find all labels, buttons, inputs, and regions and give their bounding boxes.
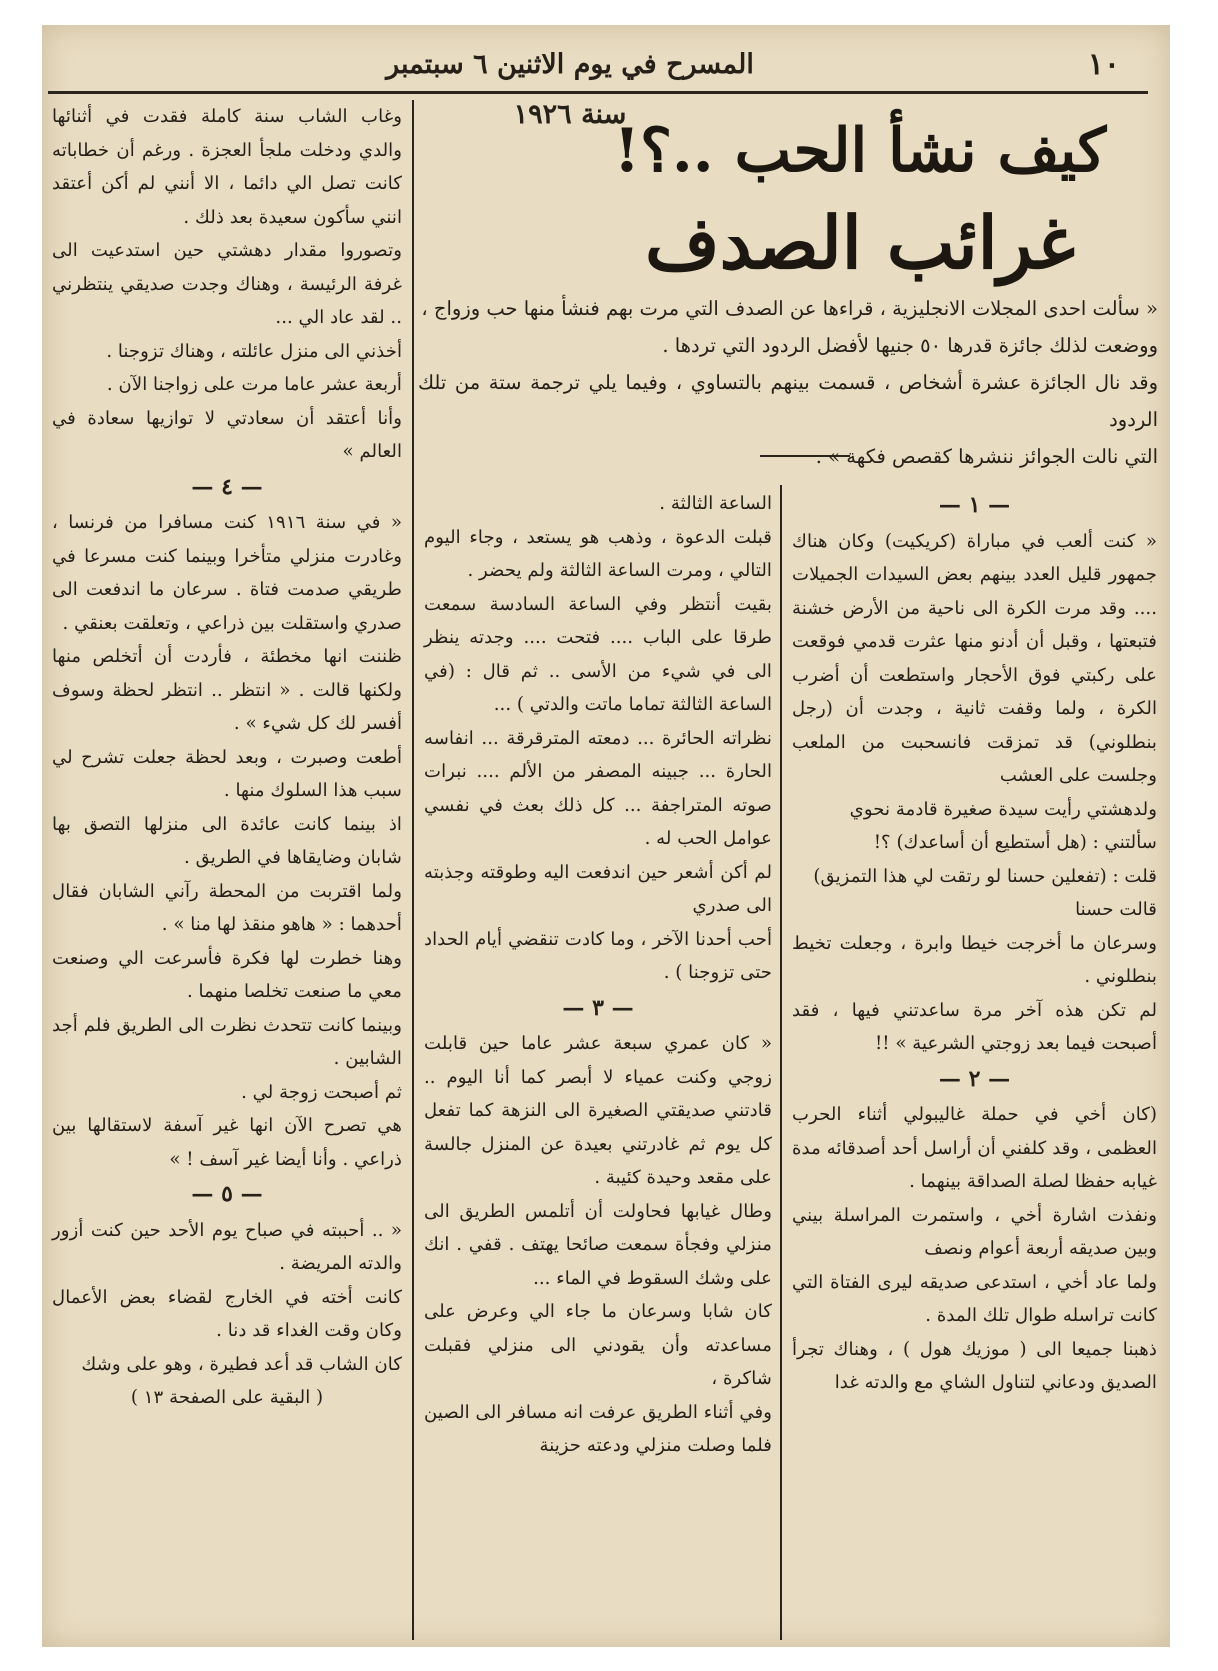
intro-line: ووضعت لذلك جائزة قدرها ٥٠ جنيها لأفضل الردود التي تردها .: [662, 334, 1158, 357]
paragraph: قبلت الدعوة ، وذهب هو يستعد ، وجاء اليوم التالي ، ومرت الساعة الثالثة ولم يحضر .: [424, 526, 772, 581]
paragraph: ظننت انها مخطئة ، فأردت أن أتخلص منها ولكنها قالت . « انتظر .. انتظر لحظة وسوف أفسر لك كل شيء » .: [52, 646, 402, 734]
paragraph: وفي أثناء الطريق عرفت انه مسافر الى الصين فلما وصلت منزلي ودعته حزينة: [424, 1401, 772, 1456]
masthead-rule: [48, 91, 1148, 94]
middle-column: [424, 487, 772, 1463]
paragraph: ولدهشتي رأيت سيدة صغيرة قادمة نحوي: [849, 798, 1157, 820]
story-number: — ١ —: [938, 492, 1011, 518]
paragraph: اذ بينما كانت عائدة الى منزلها التصق بها شابان وضايقاها في الطريق .: [52, 813, 402, 868]
headline-main: كيف نشأ الحب ..؟!: [613, 116, 1107, 186]
masthead-title: المسرح في يوم الاثنين ٦ سبتمبر سنة ١٩٢٦: [386, 49, 754, 130]
paragraph: هي تصرح الآن انها غير آسفة لاستقالها بين ذراعي . وأنا أيضا غير آسف ! »: [52, 1115, 402, 1170]
paragraph: وطال غيابها فحاولت أن أتلمس الطريق الى منزلي وفجأة سمعت صائحا يهتف . قفي . انك على وشك السقوط في الماء ...: [424, 1200, 772, 1289]
paragraph: أحب أحدنا الآخر ، وما كادت تنقضي أيام الحداد حتى تزوجنا ) .: [424, 928, 772, 983]
paragraph: أربعة عشر عاما مرت على زواجنا الآن .: [106, 374, 402, 395]
paragraph: وأنا أعتقد أن سعادتي لا توازيها سعادة في العالم »: [52, 407, 402, 462]
paragraph: قالت حسنا: [1075, 899, 1157, 920]
paragraph: بقيت أنتظر وفي الساعة السادسة سمعت طرقا على الباب .... فتحت .... وجدته ينظر الى في شيء من الأسى .. ثم قال : (في الساعة الثالثة تماما ماتت والدتي ) ...: [424, 593, 772, 715]
paragraph: وبينما كانت تتحدث نظرت الى الطريق فلم أجد الشابين .: [52, 1014, 402, 1069]
paragraph: ولما اقتربت من المحطة رآني الشابان فقال أحدهما : « هاهو منقذ لها منا » .: [52, 880, 402, 935]
right-column: [792, 487, 1157, 1400]
story-number: — ٢ —: [938, 1065, 1011, 1092]
paragraph: وسرعان ما أخرجت خيطا وابرة ، وجعلت تخيط بنطلوني .: [792, 932, 1157, 987]
continuation-note: ( البقية على الصفحة ١٣ ): [130, 1387, 324, 1408]
paragraph: كانت أخته في الخارج لقضاء بعض الأعمال وكان وقت الغداء قد دنا .: [52, 1286, 402, 1341]
paragraph: وهنا خطرت لها فكرة فأسرعت الي وصنعت معي ما صنعت تخلصا منهما .: [52, 947, 402, 1002]
column-divider-left: [412, 100, 414, 1640]
paragraph: ثم أصبحت زوجة لي .: [241, 1081, 402, 1103]
left-column: [52, 100, 402, 1415]
story-number: — ٤ —: [191, 473, 263, 500]
paragraph: لم أكن أشعر حين اندفعت اليه وطوقته وجذبته الى صدري: [424, 861, 772, 916]
paragraph: سألتني : (هل أستطيع أن أساعدك) ؟!: [873, 832, 1157, 853]
paragraph: « كنت ألعب في مباراة (كريكيت) وكان هناك جمهور قليل العدد بينهم بعض السيدات الجميلات .... وقد مرت الكرة الى ناحية من الأرض خشنة فتبعتها ، وقبل أن أدنو منها عثرت قدمي فوقعت على ركبتي فوق الأحجار واستطعت أن أضرب الكرة ، ولما وقفت ثانية ، وجدت أن (رجل بنطلوني) قد تمزقت فانسحبت من الملعب وجلست على العشب: [792, 530, 1157, 786]
paragraph: قلت : (تفعلين حسنا لو رتقت لي هذا التمزيق): [813, 865, 1157, 887]
paragraph: أخذني الى منزل عائلته ، وهناك تزوجنا .: [106, 340, 402, 362]
paragraph: لم تكن هذه آخر مرة ساعدتني فيها ، فقد أصبحت فيما بعد زوجتي الشرعية » !!: [792, 999, 1157, 1054]
intro-line: « سألت احدى المجلات الانجليزية ، قراءها عن الصدف التي مرت بهم فنشأ منها حب وزواج ،: [421, 297, 1158, 320]
paragraph: أطعت وصبرت ، وبعد لحظة جعلت تشرح لي سبب هذا السلوك منها .: [52, 746, 402, 801]
paragraph: « .. أحببته في صباح يوم الأحد حين كنت أزور والدته المريضة .: [52, 1219, 402, 1274]
paragraph: كان الشاب قد أعد فطيرة ، وهو على وشك: [81, 1353, 402, 1375]
paragraph: ولما عاد أخي ، استدعى صديقه ليرى الفتاة التي كانت تراسله طوال تلك المدة .: [792, 1271, 1157, 1326]
paragraph: (كان أخي في حملة غاليبولي أثناء الحرب العظمى ، وقد كلفني أن أراسل أحد أصدقائه مدة غيابه حفظا لصلة الصداقة بينهما .: [792, 1104, 1157, 1192]
column-divider-right: [780, 485, 782, 1640]
paragraph: « كان عمري سبعة عشر عاما حين قابلت زوجي وكنت عمياء لا أبصر كما أنا اليوم .. قادتني صديقتي الصغيرة الى النزهة كما تفعل كل يوم ثم غادرتني بعيدة عن المنزل جالسة على مقعد وحيدة كئيبة .: [424, 1033, 772, 1188]
headline-sub: غرائب الصدف: [645, 200, 1075, 285]
paragraph: « في سنة ١٩١٦ كنت مسافرا من فرنسا ، وغادرت منزلي متأخرا وبينما كنت مسرعا في طريقي صدمت فتاة . سرعان ما اندفعت الى صدري واستقلت بين ذراعي ، وتعلقت بعنقي .: [52, 512, 402, 634]
paragraph: وتصوروا مقدار دهشتي حين استدعيت الى غرفة الرئيسة ، وهناك وجدت صديقي ينتظرني .. لقد عاد الي ...: [52, 240, 402, 328]
story-number: — ٣ —: [562, 994, 634, 1021]
story-number: — ٥ —: [191, 1181, 263, 1207]
paragraph: ونفذت اشارة أخي ، واستمرت المراسلة بيني وبين صديقه أربعة أعوام ونصف: [792, 1204, 1157, 1259]
paragraph: ذهبنا جميعا الى ( موزيك هول ) ، وهناك تجرأ الصديق ودعاني لتناول الشاي مع والدته غدا: [792, 1338, 1157, 1393]
paragraph: كان شابا وسرعان ما جاء الي وعرض على مساعدته وأن يقودني الى منزلي فقبلت شاكرة ،: [424, 1301, 772, 1389]
intro-line: وقد نال الجائزة عشرة أشخاص ، قسمت بينهم بالتساوي ، وفيما يلي ترجمة ستة من تلك الردود: [418, 371, 1158, 431]
paragraph: نظراته الحائرة ... دمعته المترقرقة ... انفاسه الحارة ... جبينه المصفر من الألم .... نبرات صوته المتراجفة ... كل ذلك بعث في نفسي عوامل الحب له .: [424, 727, 772, 849]
article-intro: [418, 290, 1158, 475]
paragraph: وغاب الشاب سنة كاملة فقدت في أثنائها والدي ودخلت ملجأ العجزة . ورغم أن خطاباته كانت تصل الي دائما ، الا أنني لم أكن أعتقد انني سأكون سعيدة بعد ذلك .: [52, 106, 402, 228]
paragraph: الساعة الثالثة .: [659, 493, 772, 514]
page-number: ١٠: [1087, 47, 1120, 82]
intro-line: التي نالت الجوائز ننشرها كقصص فكهة » .: [815, 445, 1158, 468]
